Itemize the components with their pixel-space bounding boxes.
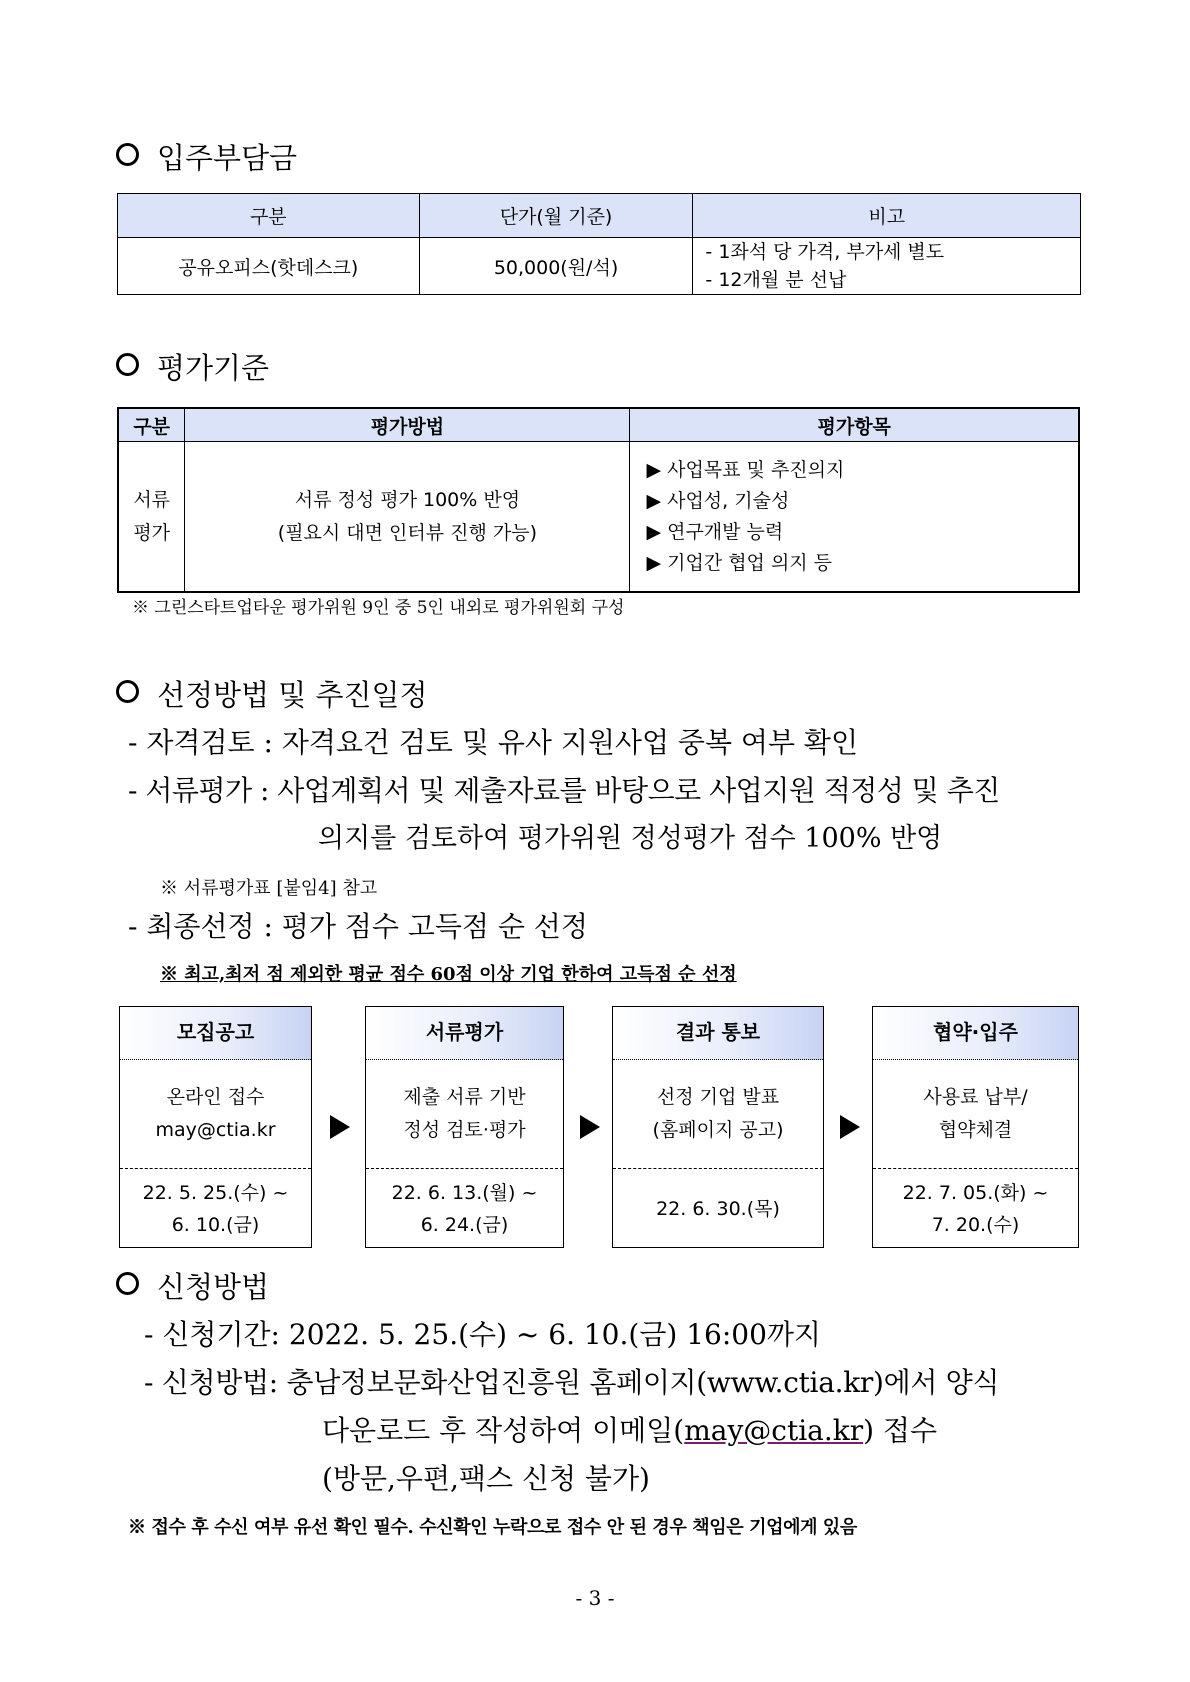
eval-items-cell <box>630 442 1079 593</box>
apply-warning: ※ 접수 후 수신 여부 유선 확인 필수. 수신확인 누락으로 접수 안 된 경우 책임은 기업에게 있음 <box>128 1517 857 1538</box>
fee-note-line: - 12개월 분 선납 <box>705 269 847 291</box>
circle-bullet-icon <box>116 680 139 703</box>
fee-header-category: 구분 <box>118 194 420 238</box>
process-step-contract <box>872 1006 1079 1248</box>
eval-footnote: ※ 그린스타트업타운 평가위원 9인 중 5인 내외로 평가위원회 구성 <box>132 598 625 618</box>
page-number: - 3 - <box>575 1586 615 1610</box>
process-step-body: 선정 기업 발표 (홈페이지 공고) <box>613 1060 823 1169</box>
apply-method-cont: 다운로드 후 작성하여 이메일(may@ctia.kr) 접수 <box>322 1414 938 1447</box>
process-step-result <box>612 1006 824 1248</box>
eval-item: ▶ 사업성, 기술성 <box>646 489 790 512</box>
eval-item: ▶ 기업간 협업 의지 등 <box>646 551 833 574</box>
fee-header-notes: 비고 <box>693 194 1081 238</box>
process-step-document-eval <box>365 1006 564 1248</box>
process-step-title: 모집공고 <box>120 1007 311 1060</box>
process-step-body: 온라인 접수 may@ctia.kr <box>120 1060 311 1169</box>
eval-header-category: 구분 <box>118 408 185 442</box>
arrow-right-icon <box>580 1115 600 1139</box>
section-title-apply: 신청방법 <box>116 1269 269 1305</box>
eval-item: ▶ 사업목표 및 추진의지 <box>646 458 845 481</box>
process-step-date: 22. 6. 30.(목) <box>656 1198 780 1220</box>
process-step-date: 22. 5. 25.(수) ~ 6. 10.(금) <box>142 1182 289 1236</box>
circle-bullet-icon <box>116 1272 139 1295</box>
eval-item: ▶ 연구개발 능력 <box>646 520 784 543</box>
section-title-selection: 선정방법 및 추진일정 <box>116 677 428 713</box>
eval-table <box>117 407 1080 593</box>
section-title-fee: 입주부담금 <box>116 140 297 176</box>
process-step-date: 22. 6. 13.(월) ~ 6. 24.(금) <box>391 1182 538 1236</box>
selection-line-final: - 최종선정 : 평가 점수 고득점 순 선정 <box>128 910 588 943</box>
eval-method-cell: 서류 정성 평가 100% 반영 (필요시 대면 인터뷰 진행 가능) <box>185 442 630 593</box>
eval-category-cell: 서류 평가 <box>118 442 185 593</box>
process-step-title: 협약·입주 <box>873 1007 1078 1060</box>
apply-period: - 신청기간: 2022. 5. 25.(수) ~ 6. 10.(금) 16:00까지 <box>144 1318 821 1351</box>
apply-method-restriction: (방문,우편,팩스 신청 불가) <box>322 1462 650 1495</box>
process-step-recruit <box>119 1006 312 1248</box>
fee-price-cell: 50,000(원/석) <box>419 238 693 295</box>
eval-header-method: 평가방법 <box>185 408 630 442</box>
selection-line-document-eval: - 서류평가 : 사업계획서 및 제출자료를 바탕으로 사업지원 적정성 및 추진 <box>128 774 1000 807</box>
selection-note-criteria: ※ 최고,최저 점 제외한 평균 점수 60점 이상 기업 한하여 고득점 순 선정 <box>160 964 737 985</box>
process-step-date: 22. 7. 05.(화) ~ 7. 20.(수) <box>902 1182 1049 1236</box>
fee-category-cell: 공유오피스(핫데스크) <box>118 238 420 295</box>
fee-notes-cell <box>693 238 1081 295</box>
email-link[interactable]: may@ctia.kr <box>684 1414 864 1447</box>
selection-note-reference: ※ 서류평가표 [붙임4] 참고 <box>160 878 378 899</box>
fee-header-price: 단가(월 기준) <box>419 194 693 238</box>
arrow-right-icon <box>330 1115 350 1139</box>
apply-method: - 신청방법: 충남정보문화산업진흥원 홈페이지(www.ctia.kr)에서 양식 <box>144 1366 1000 1399</box>
fee-table <box>117 193 1081 295</box>
process-step-body: 사용료 납부/ 협약체결 <box>873 1060 1078 1169</box>
circle-bullet-icon <box>116 143 139 166</box>
arrow-right-icon <box>840 1115 860 1139</box>
selection-line-document-eval-cont: 의지를 검토하여 평가위원 정성평가 점수 100% 반영 <box>318 823 943 854</box>
section-title-eval: 평가기준 <box>116 350 269 386</box>
fee-note-line: - 1좌석 당 가격, 부가세 별도 <box>705 241 945 263</box>
process-step-title: 서류평가 <box>366 1007 563 1060</box>
process-step-body: 제출 서류 기반 정성 검토·평가 <box>366 1060 563 1169</box>
selection-line-qualification: - 자격검토 : 자격요건 검토 및 유사 지원사업 중복 여부 확인 <box>128 726 859 759</box>
circle-bullet-icon <box>116 353 139 376</box>
eval-header-items: 평가항목 <box>630 408 1079 442</box>
process-step-title: 결과 통보 <box>613 1007 823 1060</box>
